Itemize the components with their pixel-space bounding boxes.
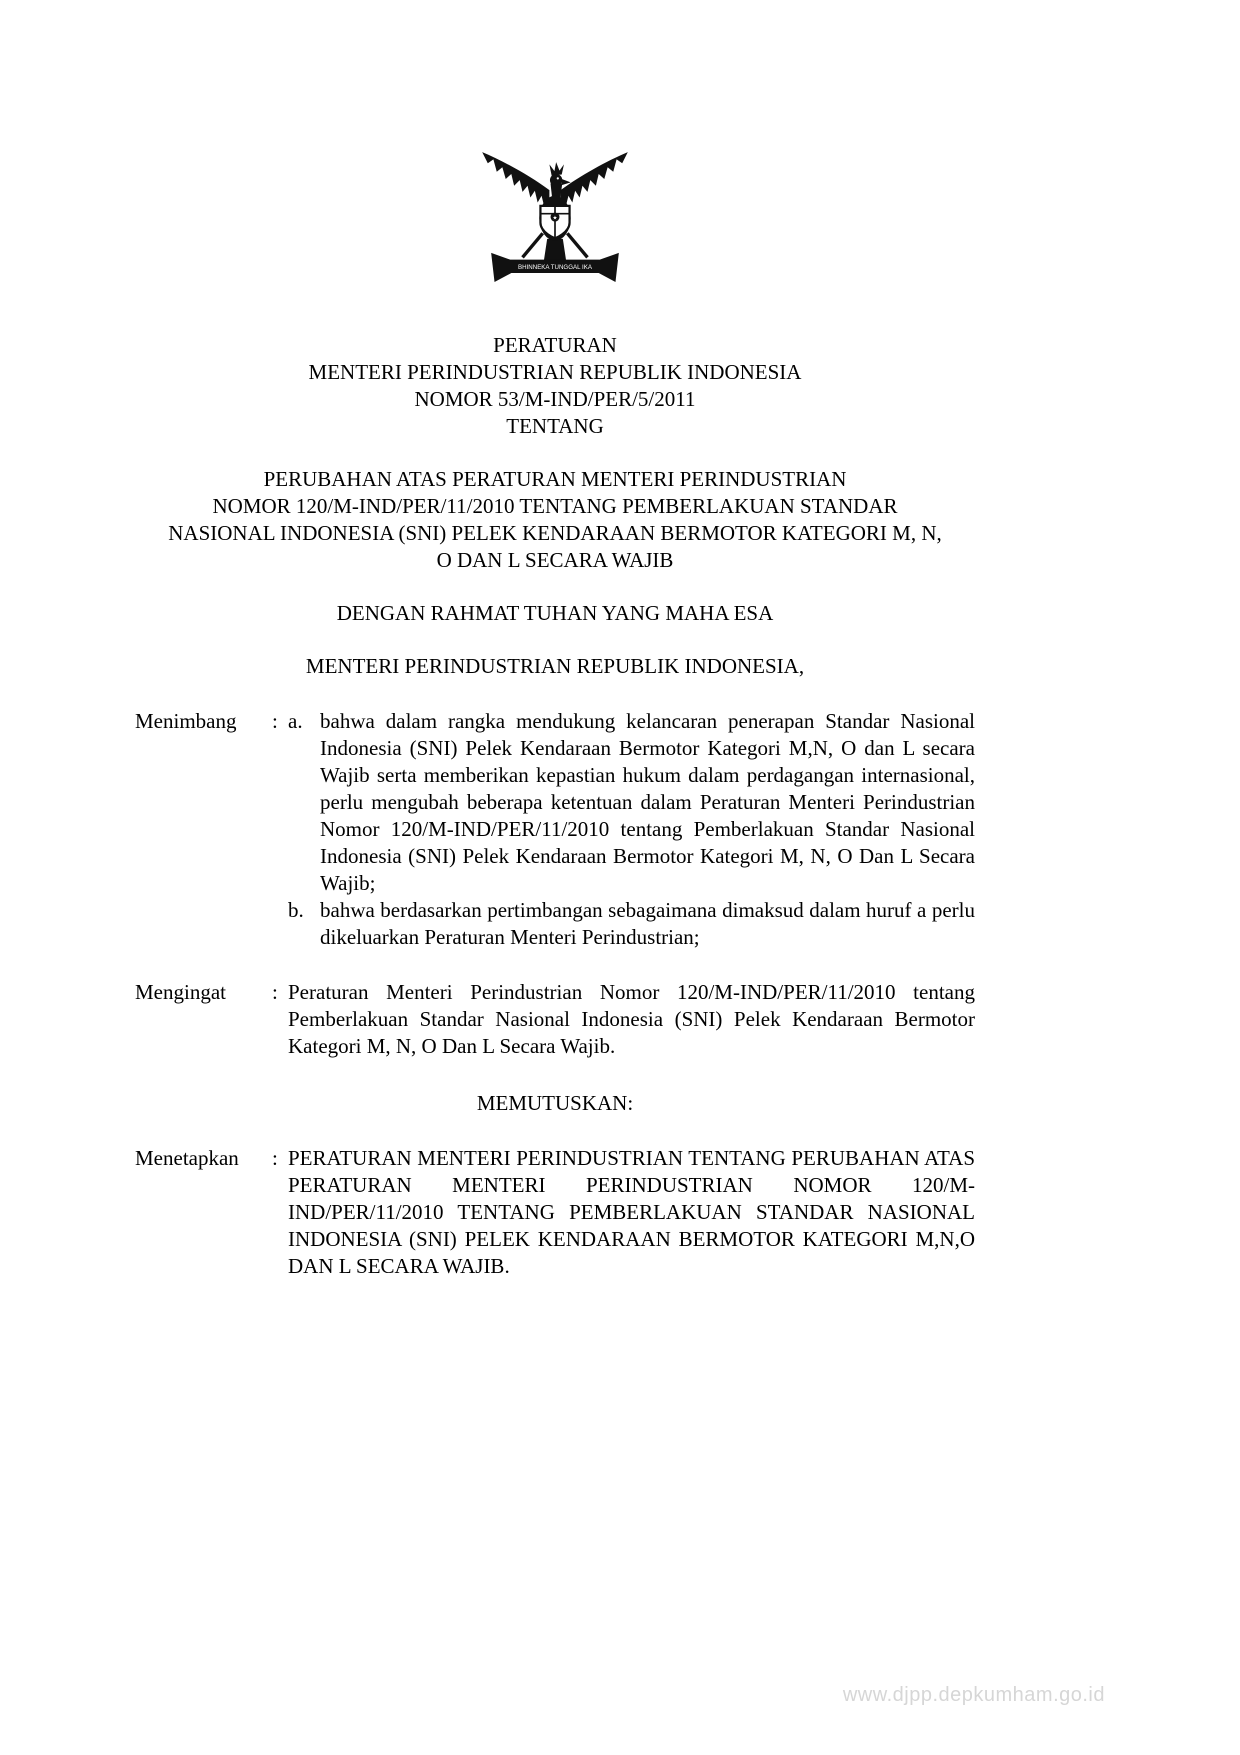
stipulating-section (135, 1145, 975, 1280)
garuda-eye (557, 177, 559, 179)
title-line-2: MENTERI PERINDUSTRIAN REPUBLIK INDONESIA (308, 360, 802, 384)
page-content (135, 0, 975, 1280)
list-marker: b. (288, 898, 304, 922)
garuda-left-wing (482, 152, 549, 209)
title-block (135, 332, 975, 440)
garuda-right-leg (567, 233, 587, 257)
list-item (288, 708, 975, 897)
remembering-text: Peraturan Menteri Perindustrian Nomor 120/M-IND/PER/11/2010 tentang Pemberlakuan Standar Nasional Indonesia (SNI) Pelek Kendaraan Bermotor Kategori M, N, O Dan L Secara Wajib. (288, 980, 975, 1058)
list-text: bahwa berdasarkan pertimbangan sebagaimana dimaksud dalam huruf a perlu dikeluarkan Peraturan Menteri Perindustrian; (320, 898, 975, 949)
list-text: bahwa dalam rangka mendukung kelancaran penerapan Standar Nasional Indonesia (SNI) Pelek Kendaraan Bermotor Kategori M,N, O dan L secara Wajib serta memberikan kepastian hukum dalam perdagangan internasional, perlu mengubah beberapa ketentuan dalam Peraturan Menteri Perindustrian Nomor 120/M-IND/PER/11/2010 tentang Pemberlakuan Standar Nasional Indonesia (SNI) Pelek Kendaraan Bermotor Kategori M, N, O Dan L Secara Wajib; (320, 709, 975, 895)
subject-line-1: PERUBAHAN ATAS PERATURAN MENTERI PERINDUSTRIAN (263, 467, 847, 491)
considering-label: Menimbang (135, 709, 237, 733)
list-marker: a. (288, 709, 303, 733)
motto-text: BHINNEKA TUNGGAL IKA (518, 264, 592, 272)
remembering-colon: : (272, 980, 278, 1004)
considering-colon: : (272, 709, 278, 733)
shield-star: ★ (552, 215, 558, 222)
garuda-crest (549, 162, 564, 175)
subject-block (135, 466, 975, 574)
stipulating-label: Menetapkan (135, 1146, 239, 1170)
garuda-right-wing (561, 152, 628, 209)
subject-line-4: O DAN L SECARA WAJIB (436, 548, 674, 572)
list-item (288, 897, 975, 951)
deciding-heading: MEMUTUSKAN: (476, 1091, 634, 1115)
garuda-pancasila-emblem (135, 124, 975, 314)
remembering-label: Mengingat (135, 980, 226, 1004)
stipulating-colon: : (272, 1146, 278, 1170)
authority-line: MENTERI PERINDUSTRIAN REPUBLIK INDONESIA, (305, 654, 805, 678)
title-line-1: PERATURAN (493, 333, 617, 357)
watermark-text: www.djpp.depkumham.go.id (842, 1684, 1105, 1706)
garuda-left-leg (523, 233, 543, 257)
stipulating-text: PERATURAN MENTERI PERINDUSTRIAN TENTANG PERUBAHAN ATAS PERATURAN MENTERI PERINDUSTRIAN NOMOR 120/M-IND/PER/11/2010 TENTANG PEMBERLAKUAN STANDAR NASIONAL INDONESIA (SNI) PELEK KENDARAAN BERMOTOR KATEGORI M,N,O DAN L SECARA WAJIB. (288, 1146, 975, 1278)
remembering-section (135, 979, 975, 1060)
considering-section (135, 708, 975, 951)
title-line-4: TENTANG (506, 414, 604, 438)
garuda-pancasila-svg (471, 124, 639, 309)
invocation-line: DENGAN RAHMAT TUHAN YANG MAHA ESA (336, 601, 774, 625)
title-line-3: NOMOR 53/M-IND/PER/5/2011 (414, 387, 696, 411)
subject-line-2: NOMOR 120/M-IND/PER/11/2010 TENTANG PEMBERLAKUAN STANDAR (212, 494, 898, 518)
considering-items (288, 708, 975, 951)
subject-line-3: NASIONAL INDONESIA (SNI) PELEK KENDARAAN BERMOTOR KATEGORI M, N, (168, 521, 942, 545)
